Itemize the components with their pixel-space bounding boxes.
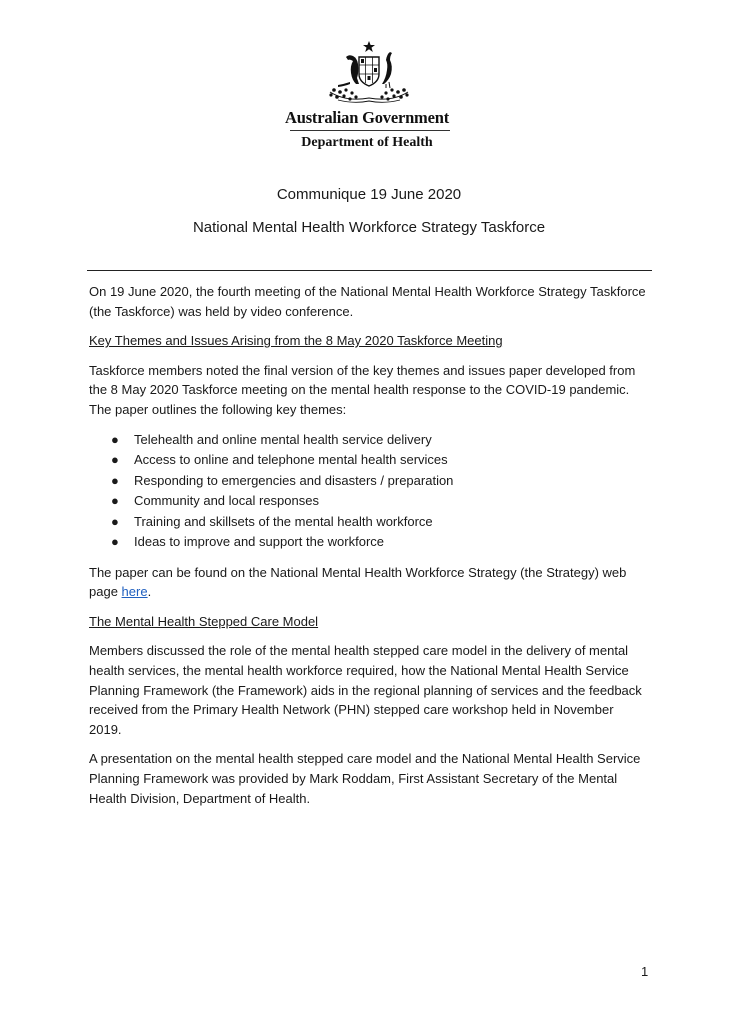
- key-themes-list: [89, 430, 649, 553]
- bullet-icon: ●: [111, 431, 119, 447]
- list-item: [89, 532, 649, 553]
- document-body: [89, 282, 649, 818]
- bullet-icon: ●: [111, 534, 119, 550]
- header-divider: [290, 130, 450, 131]
- paper-location-text: The paper can be found on the National Mental Health Workforce Strategy (the Strategy) web page: [89, 564, 627, 600]
- list-item-text: Responding to emergencies and disasters / preparation: [134, 472, 454, 488]
- department-name: Department of Health: [301, 135, 433, 150]
- stepped-care-paragraph: Members discussed the role of the mental health stepped care model in the delivery of mental health services, the mental health workforce required, how the National Mental Health Service Planning Framework (the Framework) aids in the regional planning of services and the feedback received from the Primary Health Network (PHN) stepped care workshop held in November 2019.: [89, 643, 642, 737]
- bullet-icon: ●: [111, 493, 119, 509]
- paper-location-paragraph: [89, 563, 649, 602]
- list-item: [89, 450, 649, 471]
- bullet-icon: ●: [111, 452, 119, 468]
- list-item: [89, 512, 649, 533]
- intro-paragraph: On 19 June 2020, the fourth meeting of the National Mental Health Workforce Strategy Taskforce (the Taskforce) was held by video conference.: [89, 284, 646, 319]
- document-title: Communique 19 June 2020: [276, 186, 462, 203]
- government-name: Australian Government: [285, 108, 449, 127]
- key-themes-paragraph: Taskforce members noted the final version of the key themes and issues paper developed from the 8 May 2020 Taskforce meeting on the mental health response to the COVID-19 pandemic. The paper outlines the following key themes:: [89, 362, 636, 417]
- list-item: [89, 430, 649, 451]
- list-item: [89, 491, 649, 512]
- bullet-icon: ●: [111, 513, 119, 529]
- section-heading-stepped-care: The Mental Health Stepped Care Model: [89, 613, 319, 629]
- page-number: 1: [641, 964, 649, 979]
- title-divider: [87, 270, 652, 271]
- document-subtitle: National Mental Health Workforce Strategy Taskforce: [192, 219, 546, 236]
- list-item-text: Telehealth and online mental health service delivery: [134, 431, 432, 447]
- strategy-page-link[interactable]: here: [121, 584, 148, 600]
- list-item: [89, 471, 649, 492]
- presentation-paragraph: A presentation on the mental health stepped care model and the National Mental Health Service Planning Framework was provided by Mark Roddam, First Assistant Secretary of the Mental Health Division, Department of Health.: [89, 751, 641, 806]
- bullet-icon: ●: [111, 472, 119, 488]
- paper-location-end: .: [147, 584, 152, 600]
- list-item-text: Community and local responses: [134, 493, 319, 509]
- list-item-text: Ideas to improve and support the workforce: [134, 534, 385, 550]
- list-item-text: Access to online and telephone mental health services: [134, 452, 448, 468]
- list-item-text: Training and skillsets of the mental health workforce: [134, 513, 433, 529]
- australian-coat-of-arms-icon: [326, 40, 412, 104]
- section-heading-key-themes: Key Themes and Issues Arising from the 8 May 2020 Taskforce Meeting: [89, 333, 503, 349]
